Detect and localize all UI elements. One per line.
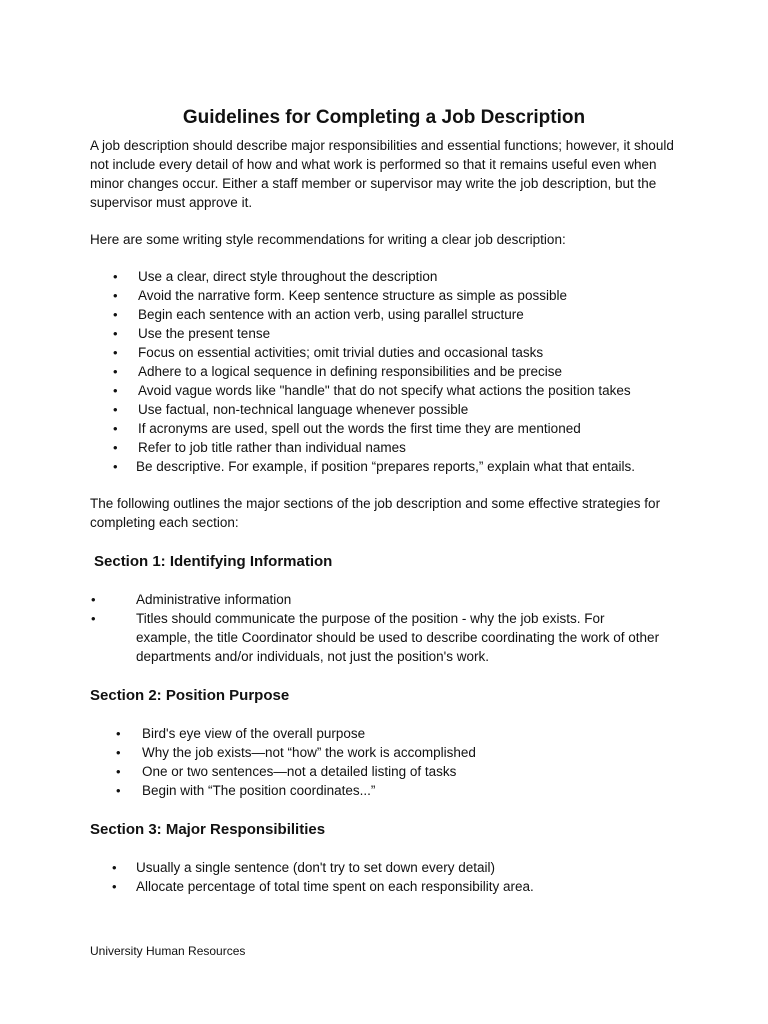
list-item: • Adhere to a logical sequence in defining responsibilities and be precise xyxy=(113,364,563,379)
list-item: • Begin with “The position coordinates...” xyxy=(116,783,376,798)
bullet-icon: • xyxy=(116,764,121,779)
bullet-icon: • xyxy=(113,307,118,322)
list-item: • Administrative information xyxy=(91,592,292,607)
bullet-icon: • xyxy=(91,611,96,626)
bullet-icon: • xyxy=(113,326,118,341)
bullet-icon: • xyxy=(112,860,117,875)
document-title: Guidelines for Completing a Job Description xyxy=(182,106,586,128)
list-item: • Titles should communicate the purpose of the position - why the job exists. For example, the title Coordinator should be used to describe coordinating the work of other departments and/or individuals, not just the position's work. xyxy=(91,611,660,664)
footer-text: University Human Resources xyxy=(90,944,246,958)
section-3-heading: Section 3: Major Responsibilities xyxy=(90,821,326,838)
list-item: • Use the present tense xyxy=(113,326,271,341)
style-intro-paragraph: Here are some writing style recommendations for writing a clear job description: xyxy=(90,232,566,247)
bullet-icon: • xyxy=(91,592,96,607)
section-1-heading: Section 1: Identifying Information xyxy=(94,553,333,570)
intro-paragraph: A job description should describe major responsibilities and essential functions; however, it should not include every detail of how and what work is performed so that it remains useful even when minor changes occur. Either a staff member or supervisor may write the job description, but the supervisor must approve it. xyxy=(90,138,674,210)
bullet-icon: • xyxy=(113,288,118,303)
list-item: • If acronyms are used, spell out the words the first time they are mentioned xyxy=(113,421,581,436)
bullet-icon: • xyxy=(113,269,118,284)
bullet-icon: • xyxy=(113,440,118,455)
section-2-list xyxy=(90,724,690,800)
bullet-icon: • xyxy=(116,726,121,741)
list-item: • Refer to job title rather than individual names xyxy=(113,440,406,455)
bullet-icon: • xyxy=(113,402,118,417)
list-item: • One or two sentences—not a detailed listing of tasks xyxy=(116,764,457,779)
bullet-icon: • xyxy=(113,345,118,360)
section-1-list xyxy=(90,590,660,666)
list-item: • Be descriptive. For example, if position “prepares reports,” explain what that entails. xyxy=(113,459,635,474)
section-3-list xyxy=(90,858,690,896)
list-item: • Begin each sentence with an action verb, using parallel structure xyxy=(113,307,524,322)
list-item: • Avoid the narrative form. Keep sentence structure as simple as possible xyxy=(113,288,567,303)
list-item: • Why the job exists—not “how” the work is accomplished xyxy=(116,745,476,760)
bullet-icon: • xyxy=(116,745,121,760)
list-item: • Allocate percentage of total time spent on each responsibility area. xyxy=(112,879,534,894)
list-item: • Bird's eye view of the overall purpose xyxy=(116,726,366,741)
list-item: • Usually a single sentence (don't try to set down every detail) xyxy=(112,860,496,875)
list-item: • Use factual, non-technical language whenever possible xyxy=(113,402,469,417)
list-item: • Avoid vague words like "handle" that do not specify what actions the position takes xyxy=(113,383,631,398)
style-recommendations-list xyxy=(90,267,730,476)
bullet-icon: • xyxy=(113,383,118,398)
list-item: • Use a clear, direct style throughout the description xyxy=(113,269,438,284)
bullet-icon: • xyxy=(113,459,118,474)
sections-intro-paragraph: The following outlines the major sections of the job description and some effective strategies for completing each section: xyxy=(90,496,661,530)
bullet-icon: • xyxy=(113,364,118,379)
section-2-heading: Section 2: Position Purpose xyxy=(90,687,290,704)
bullet-icon: • xyxy=(113,421,118,436)
bullet-icon: • xyxy=(116,783,121,798)
bullet-icon: • xyxy=(112,879,117,894)
list-item: • Focus on essential activities; omit trivial duties and occasional tasks xyxy=(113,345,544,360)
